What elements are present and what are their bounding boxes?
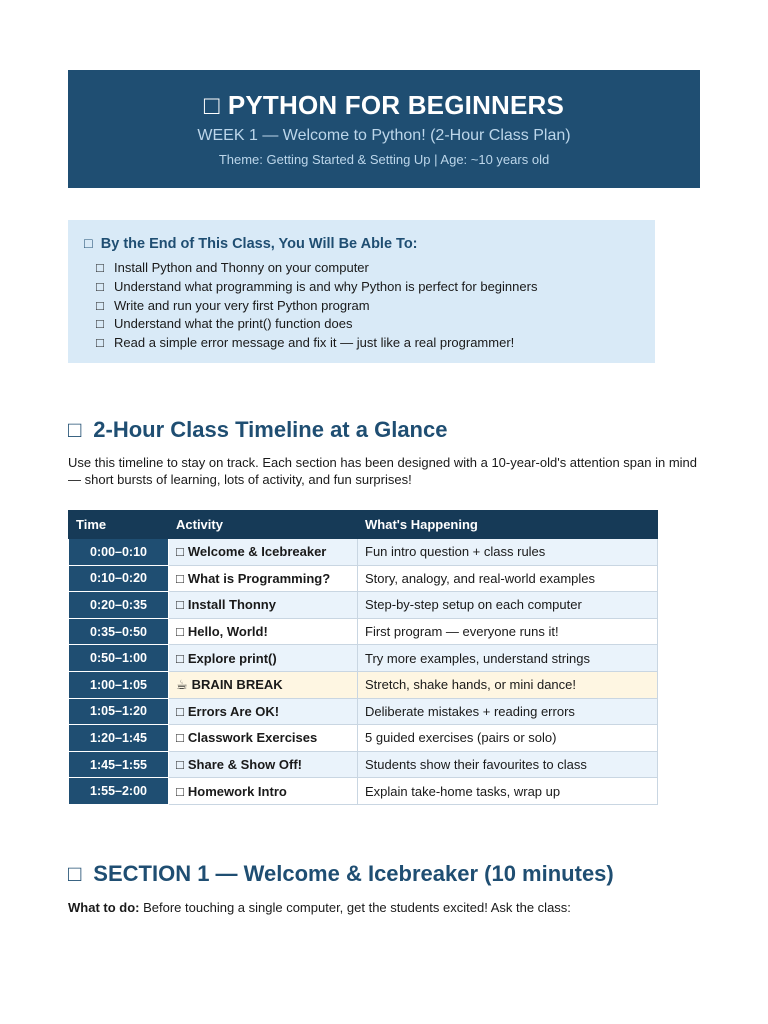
activity-cell	[169, 751, 358, 778]
activity-label: BRAIN BREAK	[191, 676, 283, 692]
table-row	[69, 592, 658, 619]
table-row	[69, 725, 658, 752]
target-icon: □	[84, 236, 93, 252]
checkbox-icon: □	[96, 278, 104, 294]
whats-happening-cell: Students show their favourites to class	[358, 751, 658, 778]
timeline-table	[68, 510, 658, 805]
activity-label: Welcome & Icebreaker	[187, 544, 327, 560]
table-row	[69, 645, 658, 672]
checkbox-icon: □	[96, 316, 104, 332]
activity-label: Classwork Exercises	[187, 730, 318, 746]
whats-happening-cell: Stretch, shake hands, or mini dance!	[358, 671, 658, 698]
list-item: □ Understand what programming is and why Python is perfect for beginners	[96, 278, 537, 297]
table-row	[69, 751, 658, 778]
column-header-whats-happening: What's Happening	[358, 511, 658, 539]
page-title: □ PYTHON FOR BEGINNERS	[203, 90, 565, 120]
whats-happening-cell: First program — everyone runs it!	[358, 618, 658, 645]
activity-cell	[169, 698, 358, 725]
time-cell: 1:00–1:05	[69, 671, 169, 698]
activity-icon: □	[176, 783, 184, 799]
activity-cell	[169, 645, 358, 672]
activity-label: Explore print()	[187, 650, 277, 666]
list-item: □ Understand what the print() function does	[96, 315, 537, 334]
table-row	[69, 671, 658, 698]
section1-heading: □ SECTION 1 — Welcome & Icebreaker (10 minutes)	[68, 861, 614, 886]
goals-list	[96, 259, 537, 353]
time-cell: 1:05–1:20	[69, 698, 169, 725]
whats-happening-cell: Explain take-home tasks, wrap up	[358, 778, 658, 805]
wave-icon: □	[68, 861, 82, 886]
whats-happening-cell: Step-by-step setup on each computer	[358, 592, 658, 619]
whats-happening-cell: 5 guided exercises (pairs or solo)	[358, 725, 658, 752]
activity-cell	[169, 725, 358, 752]
time-cell: 0:20–0:35	[69, 592, 169, 619]
activity-icon: □	[176, 570, 184, 586]
table-row	[69, 618, 658, 645]
whats-happening-cell: Story, analogy, and real-world examples	[358, 565, 658, 592]
whats-happening-cell: Try more examples, understand strings	[358, 645, 658, 672]
activity-cell	[169, 565, 358, 592]
activity-label: Homework Intro	[187, 783, 287, 799]
activity-icon: □	[176, 624, 184, 640]
time-cell: 0:10–0:20	[69, 565, 169, 592]
whats-happening-cell: Fun intro question + class rules	[358, 539, 658, 566]
time-cell: 0:35–0:50	[69, 618, 169, 645]
time-cell: 1:45–1:55	[69, 751, 169, 778]
activity-cell	[169, 592, 358, 619]
activity-cell	[169, 539, 358, 566]
whats-happening-cell: Deliberate mistakes + reading errors	[358, 698, 658, 725]
activity-icon: □	[176, 703, 184, 719]
todo-label: What to do:	[68, 900, 140, 915]
table-row	[69, 539, 658, 566]
table-row	[69, 565, 658, 592]
timeline-intro: Use this timeline to stay on track. Each section has been designed with a 10-year-old's attention span in mind — short bursts of learning, lots of activity, and fun surprises!	[68, 455, 697, 487]
timeline-heading: □ 2-Hour Class Timeline at a Glance	[68, 417, 448, 442]
title-banner	[68, 70, 700, 188]
table-header-row	[69, 511, 658, 539]
activity-cell	[169, 778, 358, 805]
activity-label: Errors Are OK!	[187, 703, 280, 719]
activity-cell	[169, 618, 358, 645]
laptop-icon: □	[203, 90, 220, 120]
list-item: □ Read a simple error message and fix it — just like a real programmer!	[96, 334, 537, 353]
activity-label: What is Programming?	[187, 570, 331, 586]
checkbox-icon: □	[96, 297, 104, 313]
activity-label: Install Thonny	[187, 597, 276, 613]
table-row	[69, 698, 658, 725]
todo-text: Before touching a single computer, get the students excited! Ask the class:	[143, 900, 571, 915]
time-cell: 1:55–2:00	[69, 778, 169, 805]
section1-instructions	[68, 900, 571, 915]
column-header-activity: Activity	[169, 511, 358, 539]
time-cell: 0:50–1:00	[69, 645, 169, 672]
activity-icon: □	[176, 650, 184, 666]
activity-label: Share & Show Off!	[187, 757, 302, 773]
time-cell: 0:00–0:10	[69, 539, 169, 566]
activity-icon: □	[176, 544, 184, 560]
column-header-time: Time	[69, 511, 169, 539]
learning-goals-box	[68, 220, 655, 363]
list-item: □ Install Python and Thonny on your computer	[96, 259, 537, 278]
activity-icon: □	[176, 597, 184, 613]
activity-label: Hello, World!	[187, 624, 268, 640]
goals-heading: □ By the End of This Class, You Will Be Able To:	[84, 236, 418, 252]
theme-line: Theme: Getting Started & Setting Up | Age: ~10 years old	[218, 152, 550, 167]
activity-icon: □	[176, 730, 184, 746]
page-subtitle: WEEK 1 — Welcome to Python! (2-Hour Class Plan)	[197, 127, 571, 144]
checkbox-icon: □	[96, 260, 104, 275]
table-row	[69, 778, 658, 805]
coffee-icon: ☕	[176, 676, 188, 692]
clock-icon: □	[68, 417, 82, 442]
time-cell: 1:20–1:45	[69, 725, 169, 752]
activity-icon: □	[176, 757, 184, 773]
checkbox-icon: □	[96, 335, 104, 351]
list-item: □ Write and run your very first Python program	[96, 297, 537, 316]
activity-cell	[169, 671, 358, 698]
